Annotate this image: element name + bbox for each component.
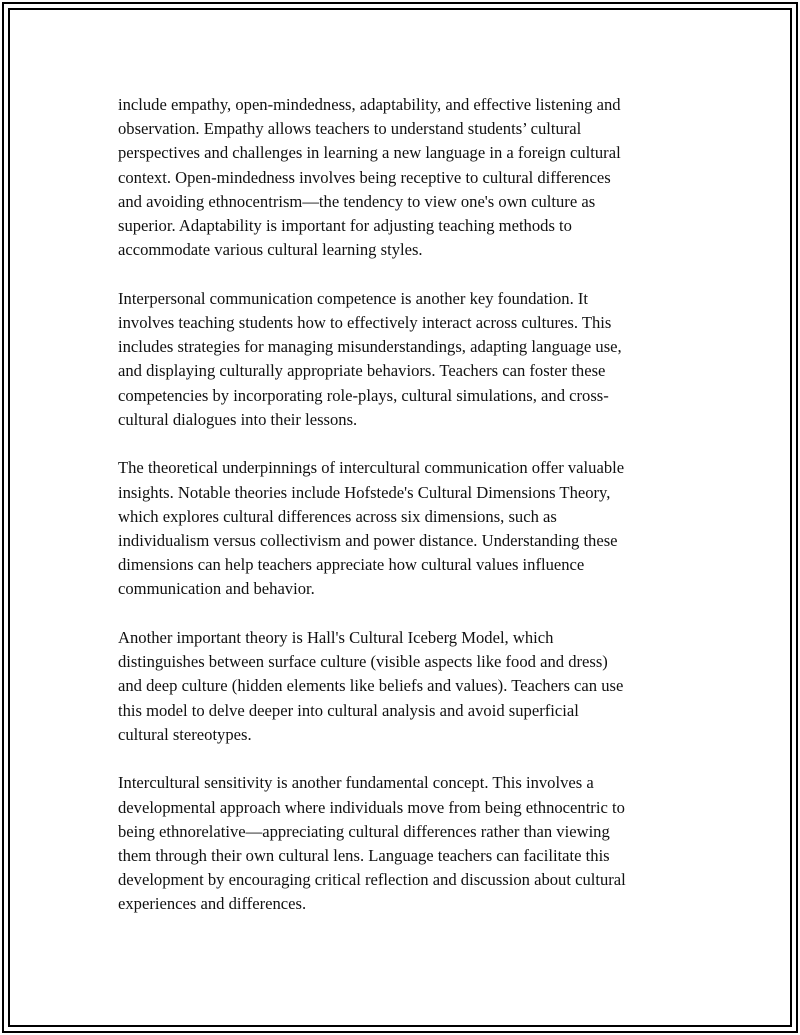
- text-line: competencies by incorporating role-plays, cultural simulations, and cross-: [118, 385, 609, 405]
- text-line: context. Open-mindedness involves being receptive to cultural differences: [118, 167, 611, 187]
- text-line: them through their own cultural lens. Language teachers can facilitate this: [118, 846, 610, 866]
- paragraph-2: [118, 287, 694, 432]
- paragraph-4: [118, 626, 694, 747]
- paragraph-1: [118, 93, 694, 262]
- text-line: individualism versus collectivism and power distance. Understanding these: [118, 531, 618, 551]
- text-line: include empathy, open-mindedness, adaptability, and effective listening and: [118, 95, 621, 114]
- text-line: and displaying culturally appropriate behaviors. Teachers can foster these: [118, 361, 606, 381]
- text-line: developmental approach where individuals move from being ethnocentric to: [118, 797, 625, 817]
- text-line: cultural stereotypes.: [118, 724, 252, 744]
- text-line: dimensions can help teachers appreciate how cultural values influence: [118, 555, 585, 575]
- text-line: perspectives and challenges in learning a new language in a foreign cultural: [118, 143, 621, 163]
- text-line: includes strategies for managing misunderstandings, adapting language use,: [118, 337, 622, 357]
- text-line: cultural dialogues into their lessons.: [118, 409, 358, 429]
- text-line: Another important theory is Hall's Cultural Iceberg Model, which: [118, 628, 554, 648]
- text-line: and deep culture (hidden elements like beliefs and values). Teachers can use: [118, 676, 624, 696]
- text-line: development by encouraging critical reflection and discussion about cultural: [118, 870, 626, 890]
- text-line: being ethnorelative—appreciating cultural differences rather than viewing: [118, 821, 610, 841]
- text-line: accommodate various cultural learning styles.: [118, 240, 423, 260]
- paragraph-3: [118, 456, 694, 601]
- text-line: observation. Empathy allows teachers to understand students’ cultural: [118, 119, 582, 139]
- text-line: this model to delve deeper into cultural analysis and avoid superficial: [118, 700, 579, 720]
- text-line: superior. Adaptability is important for adjusting teaching methods to: [118, 216, 572, 236]
- text-line: The theoretical underpinnings of intercultural communication offer valuable: [118, 458, 625, 478]
- text-line: experiences and differences.: [118, 894, 307, 914]
- text-line: Intercultural sensitivity is another fundamental concept. This involves a: [118, 773, 594, 793]
- text-line: distinguishes between surface culture (visible aspects like food and dress): [118, 652, 608, 672]
- text-line: which explores cultural differences across six dimensions, such as: [118, 506, 557, 526]
- text-line: involves teaching students how to effectively interact across cultures. This: [118, 313, 612, 333]
- text-line: Interpersonal communication competence is another key foundation. It: [118, 288, 588, 308]
- paragraph-5: [118, 771, 694, 916]
- text-line: insights. Notable theories include Hofstede's Cultural Dimensions Theory,: [118, 482, 611, 502]
- text-line: communication and behavior.: [118, 579, 315, 599]
- document-body: [118, 93, 694, 941]
- text-line: and avoiding ethnocentrism—the tendency to view one's own culture as: [118, 191, 596, 211]
